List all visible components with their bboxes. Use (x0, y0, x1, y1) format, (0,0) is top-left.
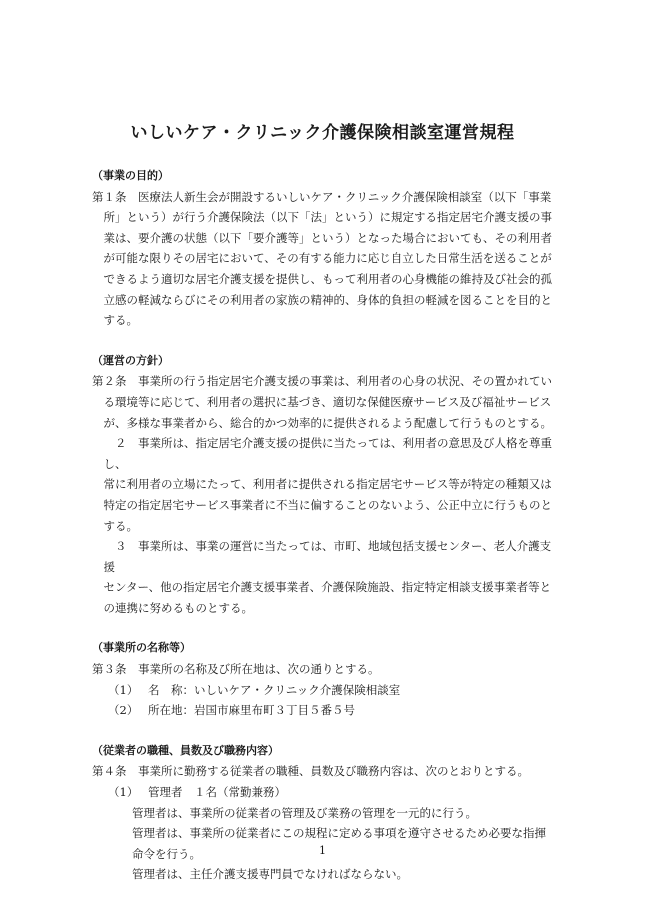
article-1-line: 立感の軽減ならびにその利用者の家族の精神的、身体的負担の軽減を図ることを目的と (103, 292, 552, 307)
document-body (92, 166, 552, 885)
article-2-line: の連携に努めるものとする。 (103, 600, 253, 615)
article-2-line: ２ 事業所は、指定居宅介護支援の提供に当たっては、利用者の意思及び人格を尊重し、 (103, 436, 552, 471)
section-heading-staff: （従業者の職種、員数及び職務内容） (92, 743, 279, 757)
section-heading-purpose: （事業の目的） (92, 169, 169, 182)
list-item-number: （2） (108, 703, 139, 718)
article-2-line: センター、他の指定居宅介護支援事業者、介護保険施設、指定特定相談支援事業者等と (103, 580, 552, 595)
article-3-intro: 第３条 事業所の名称及び所在地は、次の通りとする。 (92, 662, 380, 677)
page-number: 1 (319, 844, 326, 857)
staff-detail-line: 管理者は、主任介護支援専門員でなければならない。 (132, 867, 408, 882)
list-item (92, 782, 552, 803)
list-item-number: （1） (108, 682, 139, 697)
article-1-line: が可能な限りその居宅において、その有する能力に応じ自立した日常生活を送ることが (103, 251, 552, 266)
list-item (92, 700, 552, 721)
list-item-number: （1） (108, 785, 139, 800)
article-1-line: する。 (103, 313, 138, 328)
article-2-line: 常に利用者の立場にたって、利用者に提供される指定居宅サービス等が特定の種類又は (103, 477, 552, 492)
list-item-text: 所在地：岩国市麻里布町３丁目５番５号 (148, 703, 355, 718)
list-item (92, 680, 552, 701)
article-2 (92, 371, 552, 618)
section-heading-name: （事業所の名称等） (92, 641, 191, 655)
article-4-intro: 第４条 事業所に勤務する従業者の職種、員数及び職務内容は、次のとおりとする。 (92, 764, 529, 779)
document-title: いしいケア・クリニック介護保険相談室運営規程 (130, 123, 515, 143)
article-2-line: る環境等に応じて、利用者の選択に基づき、適切な保健医療サービス及び福祉サービス (103, 394, 552, 409)
article-1-line: できるよう適切な居宅介護支援を提供し、もって利用者の心身機能の維持及び社会的孤 (103, 271, 552, 286)
article-4 (92, 761, 552, 885)
section-heading-policy: （運営の方針） (92, 353, 169, 367)
list-item-text: 管理者 １名（常勤兼務） (148, 785, 286, 800)
article-3 (92, 659, 552, 721)
staff-detail-line: 管理者は、事業所の従業者にこの規程に定める事項を遵守させるため必要な指揮 (132, 826, 546, 841)
article-2-line: ３ 事業所は、事業の運営に当たっては、市町、地域包括支援センター、老人介護支援 (103, 539, 552, 574)
article-2-line: 第２条 事業所の行う指定居宅介護支援の事業は、利用者の心身の状況、その置かれてい (92, 374, 552, 389)
article-2-line: が、多様な事業者から、総合的かつ効率的に提供されるよう配慮して行うものとする。 (103, 415, 552, 430)
list-item-text: 名 称：いしいケア・クリニック介護保険相談室 (148, 682, 401, 697)
article-2-line: 特定の指定居宅サービス事業者に不当に偏することのないよう、公正中立に行うものと (103, 497, 552, 512)
staff-detail-line: 管理者は、事業所の従業者の管理及び業務の管理を一元的に行う。 (132, 805, 477, 820)
article-1 (92, 187, 552, 331)
staff-detail-line: 命令を行う。 (132, 846, 201, 861)
article-2-line: する。 (103, 518, 138, 533)
article-1-line: 所」という）が行う介護保険法（以下「法」という）に規定する指定居宅介護支援の事 (103, 210, 552, 225)
article-1-line: 第１条 医療法人新生会が開設するいしいケア・クリニック介護保険相談室（以下「事業 (92, 189, 552, 204)
article-1-line: 業は、要介護の状態（以下「要介護等」という）となった場合においても、その利用者 (103, 230, 552, 245)
